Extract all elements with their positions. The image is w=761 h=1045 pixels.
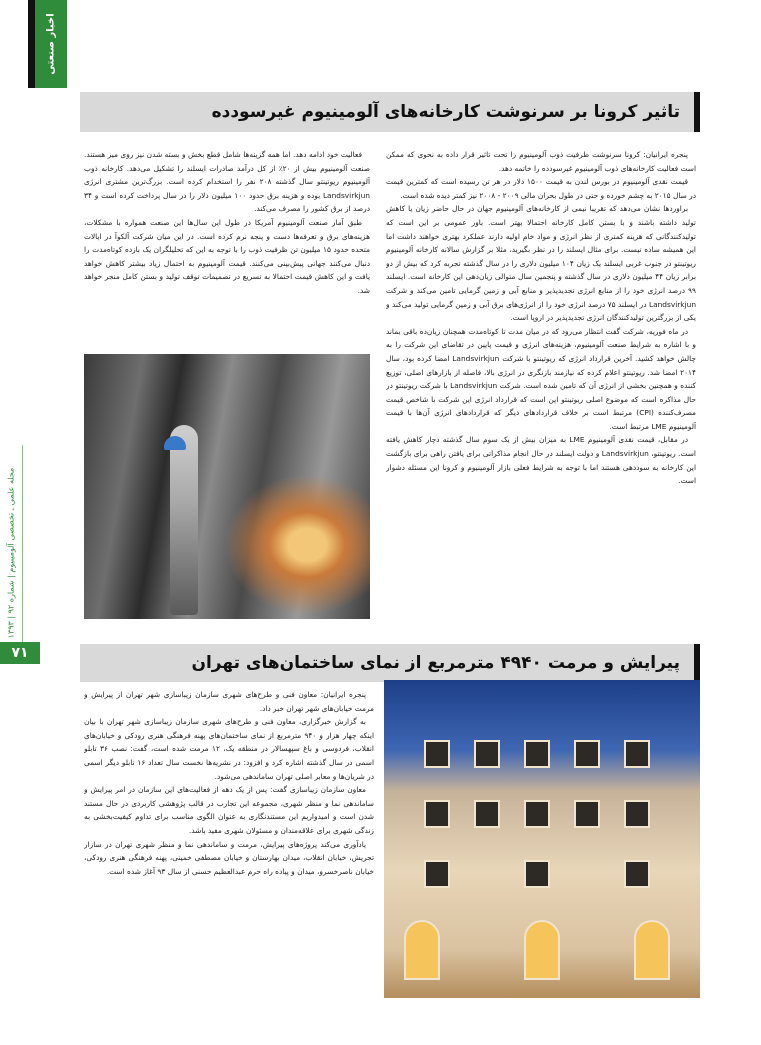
journal-info-label: مجله علمی ـ تخصصی آلومینیوم | شماره ۹۲ | ۱۳۹۳	[6, 467, 16, 638]
facade-window	[624, 740, 650, 768]
facade-window	[474, 740, 500, 768]
article1-headline: تاثیر کرونا بر سرنوشت کارخانه‌های آلومینیوم غیرسودده	[80, 92, 700, 132]
article1-paragraph: فعالیت خود ادامه دهد. اما همه گزینه‌ها شامل قطع بخش و بسته شدن نیز روی میز هستند. صنعت آلومینیوم بیش از ۲۰٪ از کل درآمد صادرات ایسلند را تشکیل می‌دهد. کارخانه ذوب آلومینیوم ریوتینتو سال گذشته ۲۰۸ نفر را استخدام کرده است. بزرگ‌ترین مشتری انرژی Landsvirkjun بوده و هزینه برق حدود ۱۰۰ میلیون دلار را در سال پرداخت کرده است و ۳۴ درصد از برق کشور را مصرف می‌کند.	[84, 150, 370, 214]
section-tab	[28, 0, 67, 88]
lit-arch-window	[634, 920, 670, 980]
article1-column-left	[84, 148, 370, 344]
facade-window	[574, 740, 600, 768]
article1-paragraph: قیمت نقدی آلومینیوم در بورس لندن به قیمت ۱۵۰۰ دلار در هر تن رسیده است که کمترین قیمت در سال ۲۰۱۵ به چشم خورده و حتی در طول بحران مالی ۲۰۰۹ - ۲۰۰۸ نیز کمتر دیده شده است.	[386, 177, 696, 200]
smelter-worker-photo	[84, 354, 370, 619]
article2-paragraph: به گزارش خبرگزاری، معاون فنی و طرح‌های شهری سازمان زیباسازی شهر تهران با بیان اینکه چهار هزار و ۹۴۰ مترمربع از نمای ساختمان‌های پهنه فرهنگی هنری رودکی و خیابان‌های انقلاب، فردوسی و باغ سپهسالار در منطقه یک، ۱۲ مرمت شده است، گفت: نصب ۳۶ تابلو اسمی در سال گذشته اشاره کرد و افزود: در نشریه‌ها نخست سال تعداد ۱۶ تابلو دیگر اسمی در شریان‌ها و معابر اصلی تهران ساماندهی می‌شود.	[84, 717, 374, 781]
journal-info-strip	[0, 445, 23, 660]
article1-paragraph: طبق آمار صنعت آلومینیوم آمریکا در طول این سال‌ها این صنعت همواره با مشکلات، هزینه‌های برق و تعرفه‌ها دست و پنجه نرم کرده است. در این میان شرکت آلکوآ در ایالات متحده حدود ۱۵ میلیون تن ظرفیت ذوب را با توجه به این که تحلیلگران یک بازده کوتاه‌مدت را دنبال می‌کنند جهانی پیش‌بینی می‌کنند. قیمت آلومینیوم به احتمال زیاد بیشتر کاهش خواهد یافت و این کاهش قیمت احتمالا به تسریع در تصمیمات توقف تولید و بستن کامل منجر خواهد شد.	[84, 217, 370, 295]
facade-window	[474, 800, 500, 828]
facade-window	[524, 740, 550, 768]
article2-paragraph: معاون سازمان زیباسازی گفت: پس از یک دهه از فعالیت‌های این سازمان در امر پیرایش و ساماندهی نما و منظر شهری، مجموعه این تجارب در قالب پژوهشی کاربردی در حال مستند شدن است و امیدواریم این مستندنگاری به عنوان الگوی مناسب برای تداوم کیفیت‌بخشی به زندگی شهری برای علاقه‌مندان و مسئولان شهری مفید باشد.	[84, 785, 374, 835]
page-number: ۷۱	[0, 642, 40, 664]
section-tab-label: اخبار صنعتی	[45, 13, 57, 75]
facade-window	[524, 860, 550, 888]
building-facade-photo	[384, 680, 700, 998]
article1-paragraph: براوردها نشان می‌دهد که تقریبا نیمی از کارخانه‌های آلومینیوم جهان در حال حاضر زیان یا کاهش تولید داشته باشند و با بستن کامل کارخانه احتمالا بهتر است. باور عمومی بر این است که تولیدکنندگانی که هزینه کمتری از نظر انرژی و مواد خام اولیه دارند عملکرد بهتری خواهند داشت اما این همیشه ساده نیست. برای مثال ایسلند را در نظر بگیرید، مثلا بر گزارش سالانه کارخانه آلومینیوم ریوتینتو در جنوب غربی ایسلند یک زیان ۱۰۴ میلیون دلاری را در سال گذشته تجربه کرد که بیش از دو برابر زیان ۴۴ میلیون دلاری در سال گذشته و پنجمین سال متوالی زیان‌دهی این کارخانه است. ایسلند ۹۹ درصد انرژی خود را از منابع انرژی تجدیدپذیر و منابع آبی و زمین گرمایی تامین می‌کند و شرکت Landsvirkjun در ایسلند ۷۵ درصد انرژی خود را از انرژی‌های برق آبی و زمین گرمایی تولید می‌کند و یکی از بزرگترین تولیدکنندگان انرژی تجدیدپذیر در اروپا است.	[386, 204, 696, 323]
article1-paragraph: پنجره ایرانیان: کرونا سرنوشت ظرفیت ذوب آلومینیوم را تحت تاثیر قرار داده به نحوی که ممکن است فعالیت کارخانه‌های ذوب آلومینیوم غیرسودده را خاتمه دهد.	[386, 150, 696, 173]
worker-figure	[170, 425, 198, 615]
facade-window	[424, 740, 450, 768]
article1-paragraph: در ماه فوریه، شرکت گفت انتظار می‌رود که در میان مدت تا کوتاه‌مدت همچنان زیان‌ده باقی بماند و با اشاره به شرایط صنعت آلومینیوم، هزینه‌های انرژی و قیمت پایین در تقاضای این شرکت را به چالش خواهد کشید. آخرین قرارداد انرژی که ریوتینتو با شرکت Landsvirkjun امضا کرده بود، سال ۲۰۱۴ امضا شد. ریوتینتو اعلام کرده که نیازمند بازنگری در انرژی بالا، فاصله از بازارهای اصلی، توزیع کننده و همچنین بخشی از انرژی آن که تامین شده است. شرکت Landsvirkjun با شرکت ریوتینتو در حال مذاکره است که موضوع اصلی ریوتینتو این است که قرارداد انرژی این شرکت با شاخص قیمت مصرف‌کننده (CPI) مرتبط است بر خلاف قراردادهای دیگر که قراردادهای انرژی آن‌ها با قیمت آلومینیوم LME مرتبط است.	[386, 326, 696, 431]
facade-window	[424, 800, 450, 828]
article1-column-right	[386, 148, 696, 630]
lit-arch-window	[404, 920, 440, 980]
facade-window	[524, 800, 550, 828]
facade-window	[424, 860, 450, 888]
article2-paragraph: یادآوری می‌کند پروژه‌های پیرایش، مرمت و ساماندهی نما و منظر شهری تهران در سازار تجریش، خیابان انقلاب، میدان بهارستان و خیابان مصطفی خمینی، پهنه فرهنگی هنری رودکی، خیابان ناصرخسرو، میدان و پیاده راه حرم عبدالعظیم حسنی از سال ۹۳ آغاز شده است.	[84, 839, 374, 876]
lit-arch-window	[524, 920, 560, 980]
article1-paragraph: در مقابل، قیمت نقدی آلومینیوم LME به میزان بیش از یک سوم سال گذشته دچار کاهش یافته است. ریوتینتو، Landsvirkjun و دولت ایسلند در حال انجام مذاکراتی برای یافتن راهی برای بازگشت این کارخانه به سوددهی هستند اما با توجه به شرایط فعلی بازار آلومینیوم و کرونا این مسئله دشوار است.	[386, 435, 696, 486]
article2-column	[84, 688, 374, 978]
article2-paragraph: پنجره ایرانیان: معاون فنی و طرح‌های شهری سازمان زیباسازی شهر تهران از پیرایش و مرمت خیابان‌های شهر تهران خبر داد.	[84, 690, 374, 713]
facade-window	[624, 860, 650, 888]
facade-window	[574, 800, 600, 828]
article2-headline: پیرایش و مرمت ۴۹۴۰ مترمربع از نمای ساختمان‌های تهران	[80, 644, 700, 682]
facade-window	[624, 800, 650, 828]
